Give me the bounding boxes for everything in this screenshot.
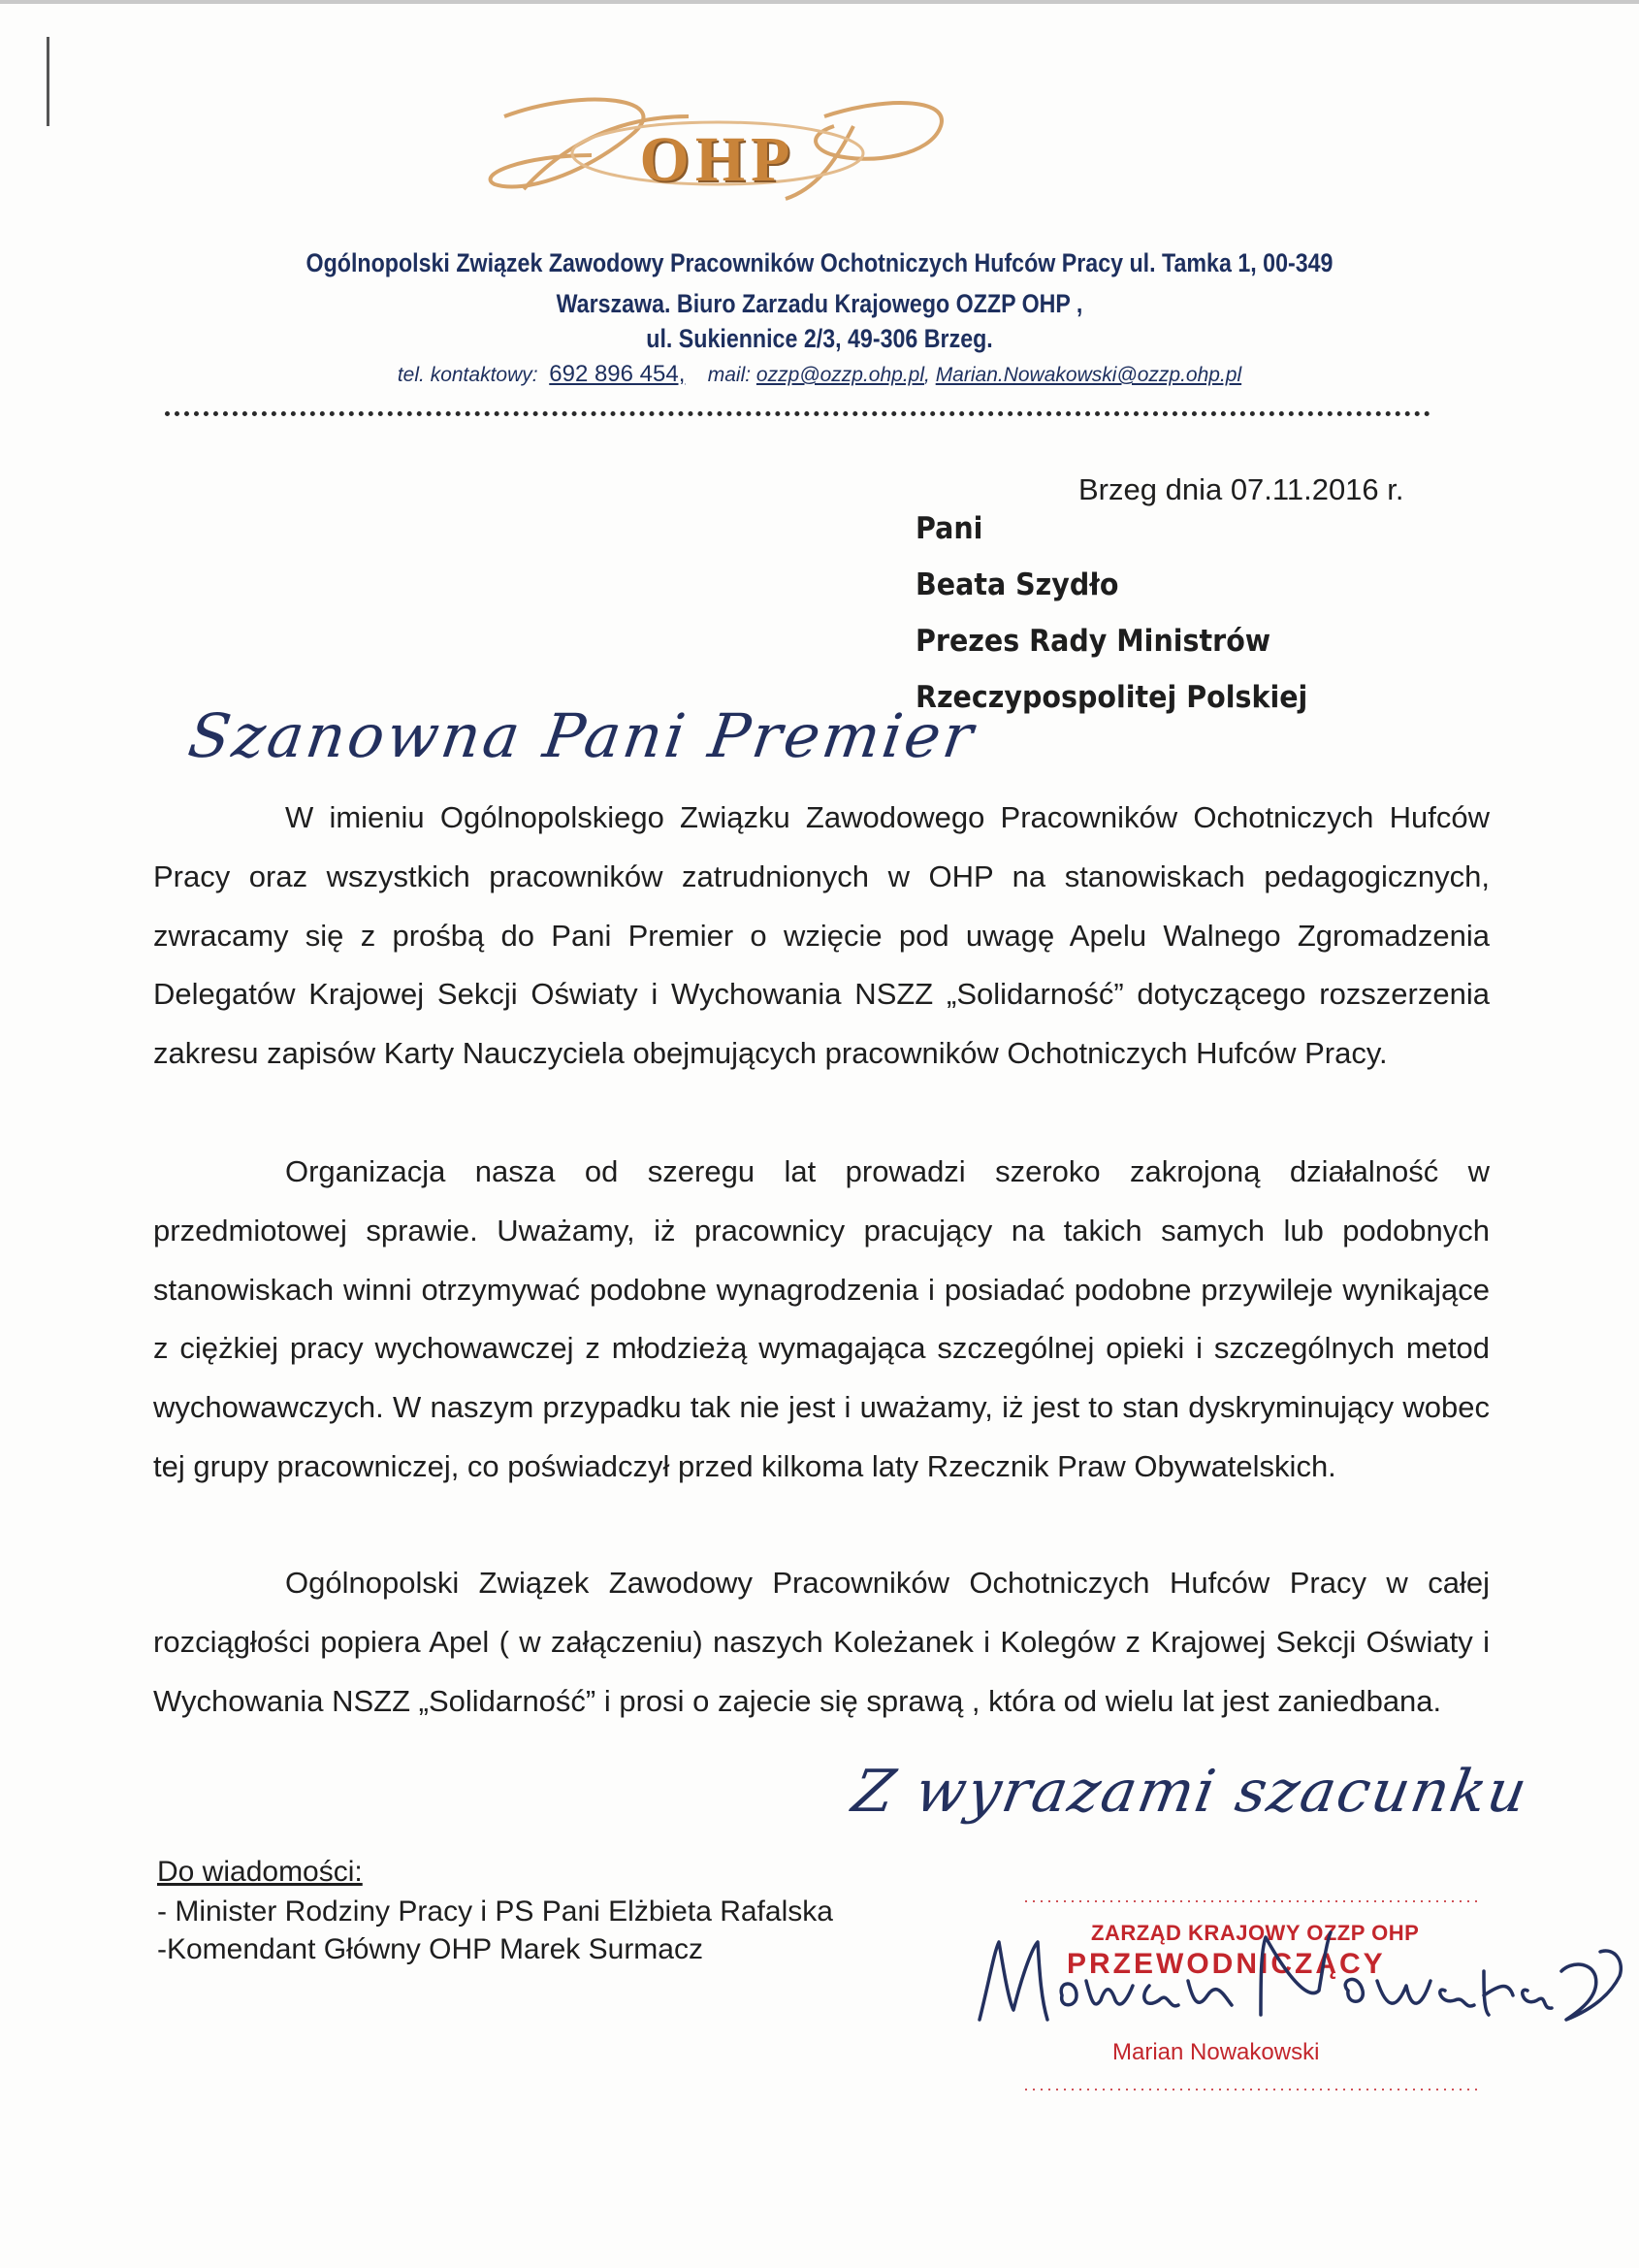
paragraph-1-text: W imieniu Ogólnopolskiego Związku Zawodowego Pracowników Ochotniczych Hufców Pracy oraz wszystkich pracowników zatrudnionych w OHP na stanowiskach pedagogicznych, zwracamy się z prośbą do Pani Premier o wzięcie pod uwagę Apelu Walnego Zgromadzenia Delegatów Krajowej Sekcji Oświaty i Wychowania NSZZ „Solidarność” dotyczącego rozszerzenia zakresu zapisów Karty Nauczyciela obejmujących pracowników Ochotniczych Hufców Pracy.	[153, 800, 1490, 1071]
handwritten-closing: Z wyrazami szacunku	[847, 1758, 1534, 1826]
cc-recipient-2: -Komendant Główny OHP Marek Surmacz	[157, 1933, 703, 1965]
recipient-name: Beata Szydło	[916, 567, 1119, 602]
body-paragraph-2	[153, 1143, 1490, 1497]
stamp-role: PRZEWODNICZĄCY	[1067, 1948, 1386, 1980]
recipient-country: Rzeczypospolitej Polskiej	[916, 680, 1308, 715]
recipient-title: Pani	[916, 511, 983, 546]
logo-text: OHP	[639, 124, 796, 195]
ozzp-ohp-logo	[466, 78, 970, 204]
email-link-chairman[interactable]: Marian.Nowakowski@ozzp.ohp.pl	[935, 364, 1242, 386]
recipient-position: Prezes Rady Ministrów	[916, 624, 1271, 659]
letterhead-address: ul. Sukiennice 2/3, 49-306 Brzeg.	[646, 324, 993, 353]
scan-edge-top	[0, 0, 1639, 4]
phone-number: 692 896 454,	[549, 361, 686, 387]
signature-graphic	[970, 1903, 1629, 2049]
stamp-name: Marian Nowakowski	[1112, 2039, 1320, 2065]
cc-recipient-1: - Minister Rodziny Pracy i PS Pani Elżbieta Rafalska	[157, 1895, 833, 1928]
letterhead-office: Warszawa. Biuro Zarzadu Krajowego OZZP OHP ,	[556, 289, 1083, 318]
stamp-organization: ZARZĄD KRAJOWY OZZP OHP	[1091, 1921, 1420, 1945]
handwritten-signature	[970, 1903, 1639, 2049]
contact-label: tel. kontaktowy:	[397, 364, 538, 386]
paragraph-3-text: Ogólnopolski Związek Zawodowy Pracowników Ochotniczych Hufców Pracy w całej rozciągłości popiera Apel ( w załączeniu) naszych Koleżanek i Kolegów z Krajowej Sekcji Oświaty i Wychowania NSZZ „Solidarność” i prosi o zajecie się sprawą , która od wielu lat jest zaniedbana.	[153, 1566, 1490, 1718]
handwritten-salutation: Szanowna Pani Premier	[183, 700, 980, 771]
email-link-general[interactable]: ozzp@ozzp.ohp.pl	[755, 364, 925, 386]
paragraph-2-text: Organizacja nasza od szeregu lat prowadzi szeroko zakrojoną działalność w przedmiotowej sprawie. Uważamy, iż pracownicy pracujący na takich samych lub podobnych stanowiskach winni otrzymywać podobne wynagrodzenia i posiadać podobne przywileje wynikające z ciężkiej pracy wychowawczej z młodzieżą wymagająca szczególnej opieki i szczególnych metod wychowawczych. W naszym przypadku tak nie jest i uważamy, iż jest to stan dyskryminujący wobec tej grupy pracowniczej, co poświadczył przed kilkoma laty Rzecznik Praw Obywatelskich.	[153, 1154, 1490, 1483]
cc-heading: Do wiadomości:	[157, 1856, 363, 1888]
body-paragraph-3	[153, 1554, 1490, 1731]
letterhead-divider	[165, 411, 1430, 416]
scan-edge-mark	[47, 37, 49, 126]
letter-date: Brzeg dnia 07.11.2016 r.	[1078, 472, 1404, 506]
letterhead-organization: Ogólnopolski Związek Zawodowy Pracowników Ochotniczych Hufców Pracy ul. Tamka 1, 00-349	[305, 248, 1334, 277]
letterhead-contact: tel. kontaktowy: 692 896 454, mail: ozzp@ozzp.ohp.pl, Marian.Nowakowski@ozzp.ohp.pl	[397, 361, 1242, 387]
body-paragraph-1	[153, 789, 1490, 1084]
mail-label: mail:	[707, 364, 752, 386]
